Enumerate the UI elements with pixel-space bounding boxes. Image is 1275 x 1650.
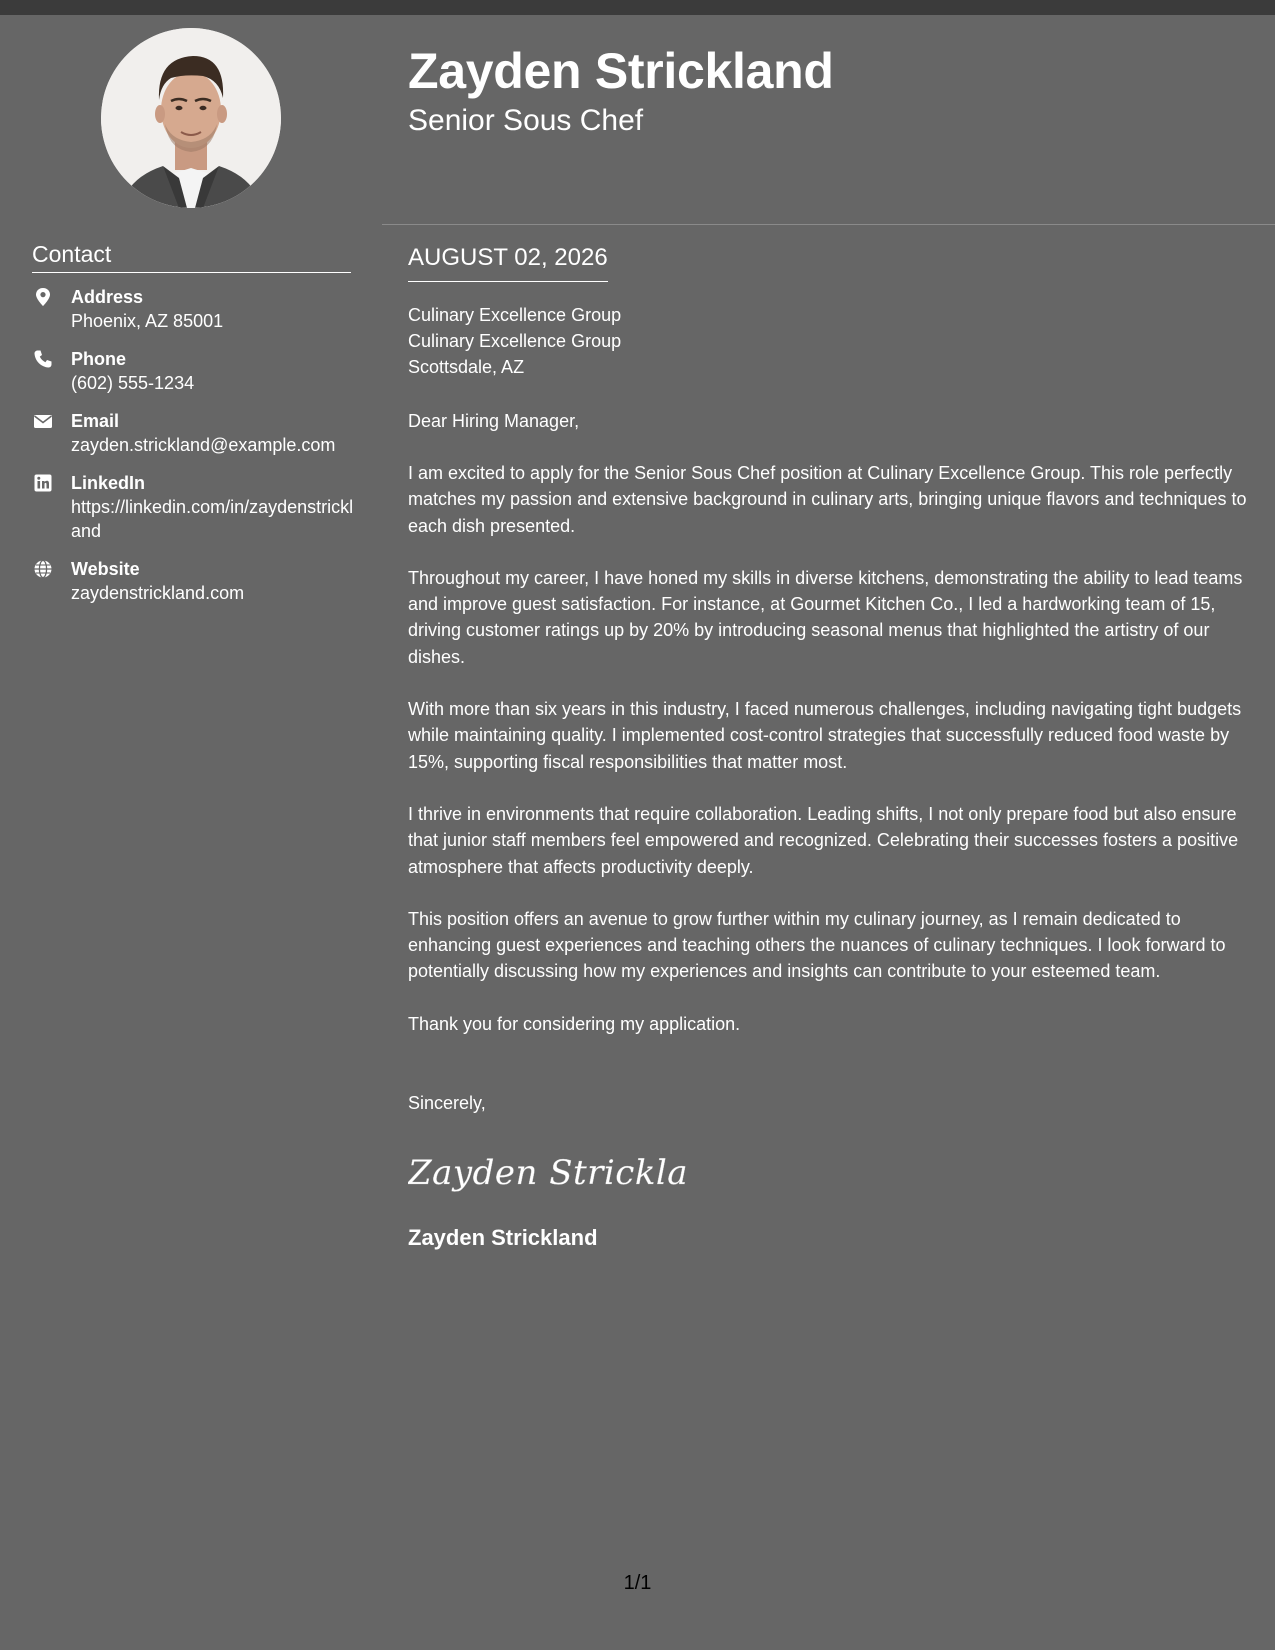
letter-date: AUGUST 02, 2026 xyxy=(408,243,608,282)
signed-name: Zayden Strickland xyxy=(408,1225,598,1251)
contact-linkedin xyxy=(32,471,362,543)
linkedin-icon xyxy=(33,473,53,493)
signature-text: Zayden Stricklan xyxy=(408,1153,688,1194)
globe-icon xyxy=(33,559,53,579)
candidate-name: Zayden Strickland xyxy=(408,43,834,99)
job-title: Senior Sous Chef xyxy=(408,104,644,137)
linkedin-label: LinkedIn xyxy=(71,473,146,493)
contact-website xyxy=(32,557,362,605)
phone-label: Phone xyxy=(71,349,127,369)
salutation: Dear Hiring Manager, xyxy=(408,411,580,431)
header-divider xyxy=(382,224,1275,225)
paragraph: With more than six years in this industry, I faced numerous challenges, including navigating tight budgets while maintaining quality. I implemented cost-control strategies that successfully reduced food waste by 15%, supporting fiscal responsibilities that matter most. xyxy=(408,699,1242,772)
letter-body xyxy=(408,243,1248,1252)
recipient-line: Scottsdale, AZ xyxy=(408,357,525,377)
sidebar xyxy=(0,15,382,1635)
recipient-line: Culinary Excellence Group xyxy=(408,305,622,325)
paragraph: Thank you for considering my application. xyxy=(408,1013,741,1034)
linkedin-value[interactable]: https://linkedin.com/in/zaydenstrickland xyxy=(71,497,354,541)
page-number: 1/1 xyxy=(623,1572,652,1594)
contact-heading: Contact xyxy=(32,240,351,273)
recipient-line: Culinary Excellence Group xyxy=(408,331,622,351)
paragraph: I am excited to apply for the Senior Sous Chef position at Culinary Excellence Group. This role perfectly matches my passion and extensive background in culinary arts, bringing unique flavors and techniques to each dish presented. xyxy=(408,463,1247,536)
address-label: Address xyxy=(71,287,144,307)
closing: Sincerely, xyxy=(408,1093,486,1114)
avatar xyxy=(101,28,281,208)
website-value[interactable]: zaydenstrickland.com xyxy=(71,583,245,603)
paragraph: This position offers an avenue to grow further within my culinary journey, as I remain dedicated to enhancing guest experiences and teaching others the nuances of culinary techniques. I look forward to potentially discussing how my experiences and insights can contribute to your esteemed team. xyxy=(408,908,1226,982)
email-label: Email xyxy=(71,411,120,431)
paragraph: Throughout my career, I have honed my skills in diverse kitchens, demonstrating the ability to lead teams and improve guest satisfaction. For instance, at Gourmet Kitchen Co., I led a hardworking team of 15, driving customer ratings up by 20% by introducing seasonal menus that highlighted the artistry of our dishes. xyxy=(408,567,1243,667)
phone-icon xyxy=(33,349,53,369)
phone-value: (602) 555-1234 xyxy=(71,373,195,393)
paragraph: I thrive in environments that require collaboration. Leading shifts, I not only prepare food but also ensure that junior staff members feel empowered and recognized. Celebrating their successes fosters a positive atmosphere that affects productivity deeply. xyxy=(408,803,1239,877)
recipient-block xyxy=(408,302,1248,380)
email-value[interactable]: zayden.strickland@example.com xyxy=(71,435,336,455)
contact-address xyxy=(32,285,362,333)
top-bar xyxy=(0,0,1275,15)
map-pin-icon xyxy=(33,287,53,307)
envelope-icon xyxy=(33,411,53,431)
contact-email xyxy=(32,409,362,457)
contact-phone xyxy=(32,347,362,395)
contact-list xyxy=(32,285,362,619)
address-value: Phoenix, AZ 85001 xyxy=(71,311,224,331)
website-label: Website xyxy=(71,559,140,579)
handwritten-signature xyxy=(408,1146,688,1196)
